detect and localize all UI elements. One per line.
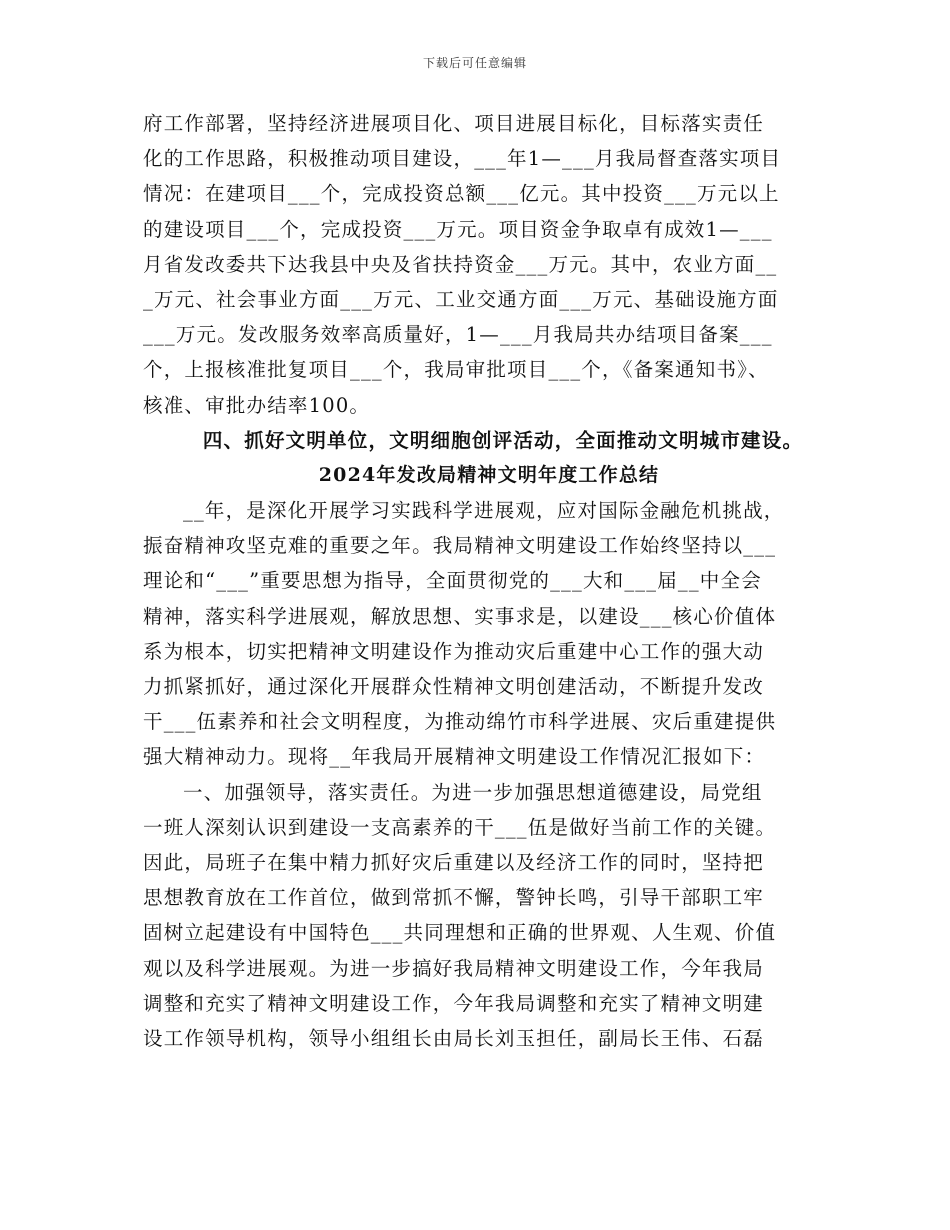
paragraph-line: ___万元。发改服务效率高质量好，1—___月我局共办结项目备案___ — [143, 323, 773, 347]
paragraph-line: 一班人深刻认识到建设一支高素养的干___伍是做好当前工作的关键。 — [143, 815, 777, 839]
paragraph-line: 干___伍素养和社会文明程度，为推动绵竹市科学进展、灾后重建提供 — [143, 710, 777, 734]
section-heading: 四、抓好文明单位，文明细胞创评活动，全面推动文明城市建设。 — [202, 428, 804, 452]
paragraph-line: 个，上报核准批复项目___个，我局审批项目___个，《备案通知书》、 — [143, 358, 769, 382]
header-note: 下载后可任意编辑 — [422, 56, 527, 70]
paragraph-line: __年，是深化开展学习实践科学进展观，应对国际金融危机挑战， — [183, 499, 785, 523]
paragraph-line: 观以及科学进展观。为进一步搞好我局精神文明建设工作，今年我局 — [143, 956, 765, 980]
body-text — [143, 106, 815, 1056]
paragraph-line: 系为根本，切实把精神文明建设作为推动灾后重建中心工作的强大动 — [143, 639, 765, 663]
paragraph-line: 力抓紧抓好，通过深化开展群众性精神文明创建活动，不断提升发改 — [143, 675, 765, 698]
paragraph-line: 调整和充实了精神文明建设工作，今年我局调整和充实了精神文明建 — [143, 991, 765, 1015]
paragraph-line: 一、加强领导，落实责任。为进一步加强思想道德建设，局党组 — [183, 780, 763, 804]
paragraph-line: 固树立起建设有中国特色___共同理想和正确的世界观、人生观、价值 — [143, 921, 777, 945]
paragraph-line: 精神，落实科学进展观，解放思想、实事求是，以建设___核心价值体 — [143, 604, 777, 628]
paragraph-line: 强大精神动力。现将__年我局开展精神文明建设工作情况汇报如下： — [143, 745, 766, 769]
paragraph-line: 因此，局班子在集中精力抓好灾后重建以及经济工作的同时，坚持把 — [143, 850, 765, 874]
paragraph-line: 振奋精神攻坚克难的重要之年。我局精神文明建设工作始终坚持以___ — [143, 534, 777, 558]
paragraph-line: 月省发改委共下达我县中央及省扶持资金___万元。其中，农业方面__ — [143, 252, 778, 276]
document-title: 2024年发改局精神文明年度工作总结 — [318, 463, 660, 486]
paragraph-line: _万元、社会事业方面___万元、工业交通方面___万元、基础设施方面 — [143, 287, 779, 311]
paragraph-line: 理论和“___”重要思想为指导，全面贯彻党的___大和___届__中全会 — [143, 569, 762, 593]
paragraph-line: 设工作领导机构，领导小组组长由局长刘玉担任，副局长王伟、石磊 — [143, 1026, 765, 1050]
paragraph-line: 府工作部署，坚持经济进展项目化、项目进展目标化，目标落实责任 — [143, 112, 765, 135]
paragraph-line: 化的工作思路，积极推动项目建设，___年1—___月我局督查落实项目 — [143, 147, 782, 171]
paragraph-line: 核准、审批办结率100。 — [143, 393, 371, 417]
paragraph-line: 思想教育放在工作首位，做到常抓不懈，警钟长鸣，引导干部职工牢 — [143, 886, 765, 910]
paragraph-line: 的建设项目___个，完成投资___万元。项目资金争取卓有成效1—___ — [143, 217, 773, 241]
paragraph-line: 情况：在建项目___个，完成投资总额___亿元。其中投资___万元以上 — [143, 182, 780, 206]
